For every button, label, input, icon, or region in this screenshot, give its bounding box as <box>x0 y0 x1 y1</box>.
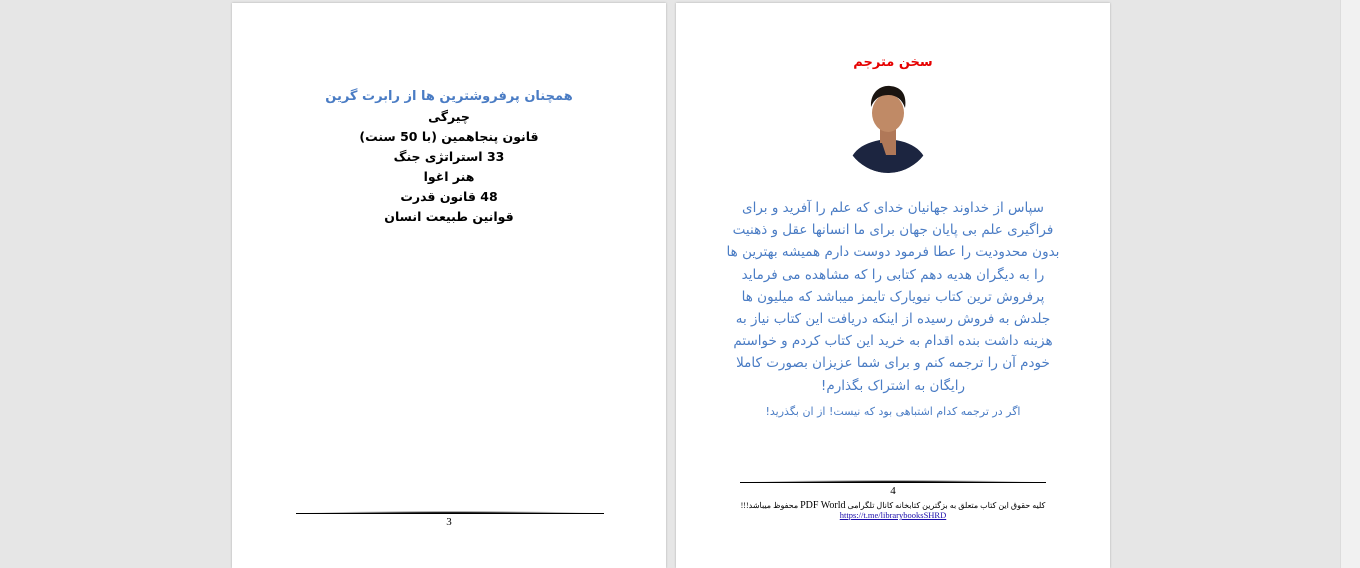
intro-line: خودم آن را ترجمه کنم و برای شما عزیزان بصورت کاملا <box>736 355 1050 372</box>
intro-line: بدون محدودیت را عطا فرمود دوست دارم همیشه بهترین ها <box>726 244 1060 261</box>
intro-line: جلدش به فروش رسیده از اینکه دریافت این کتاب نیاز به <box>735 311 1051 328</box>
intro-line: پرفروش ترین کتاب نیویارک تایمز میباشد که میلیون ها <box>741 288 1045 305</box>
intro-line: را به دیگران هدیه دهم کتابی را که مشاهده می فرماید <box>741 266 1045 283</box>
book-item: قوانین طبیعت انسان <box>384 209 514 224</box>
intro-line: سپاس از خداوند جهانیان خدای که علم را آفرید و برای <box>742 200 1044 216</box>
book-list <box>232 89 666 227</box>
footer-separator <box>296 513 604 514</box>
book-item: 48 قانون قدرت <box>400 189 498 204</box>
intro-line: هزینه داشت بنده اقدام به خرید این کتاب کردم و خواستم <box>733 333 1053 350</box>
intro-line: فراگیری علم بی پایان جهان برای ما انسانها عقل و ذهنیت <box>732 222 1054 239</box>
document-page-4 <box>676 3 1110 568</box>
document-page-3 <box>232 3 666 568</box>
book-item: چیرگی <box>428 109 470 124</box>
page-number: 3 <box>446 516 452 528</box>
book-item: قانون پنجاهمین (با 50 سنت) <box>359 129 539 144</box>
book-list-heading: همچنان پرفروشترین ها از رابرت گرین <box>325 89 573 104</box>
copyright-text: کلیه حقوق این کتاب متعلق به بزگترین کتابخانه کانال تلگرامی <box>847 501 1046 510</box>
book-item: 33 استراتژی جنگ <box>393 149 505 164</box>
footer-separator <box>740 482 1046 483</box>
translator-note-body <box>720 197 1066 397</box>
page-number: 4 <box>890 485 896 497</box>
copyright-suffix: محفوظ میباشد!!! <box>740 501 799 510</box>
translator-note-title: سخن مترجم <box>853 55 933 70</box>
translator-disclaimer: اگر در ترجمه کدام اشتباهی بود که نیست! از ان بگذرید! <box>765 405 1021 418</box>
intro-line: رایگان به اشتراک بگذارم! <box>820 377 966 394</box>
brand-name: PDF World <box>800 500 846 511</box>
translator-photo <box>842 77 934 173</box>
book-item: هنر اغوا <box>423 169 475 184</box>
vertical-scrollbar[interactable] <box>1340 0 1360 568</box>
telegram-link[interactable]: https://t.me/librarybooksSHRD <box>839 510 947 520</box>
